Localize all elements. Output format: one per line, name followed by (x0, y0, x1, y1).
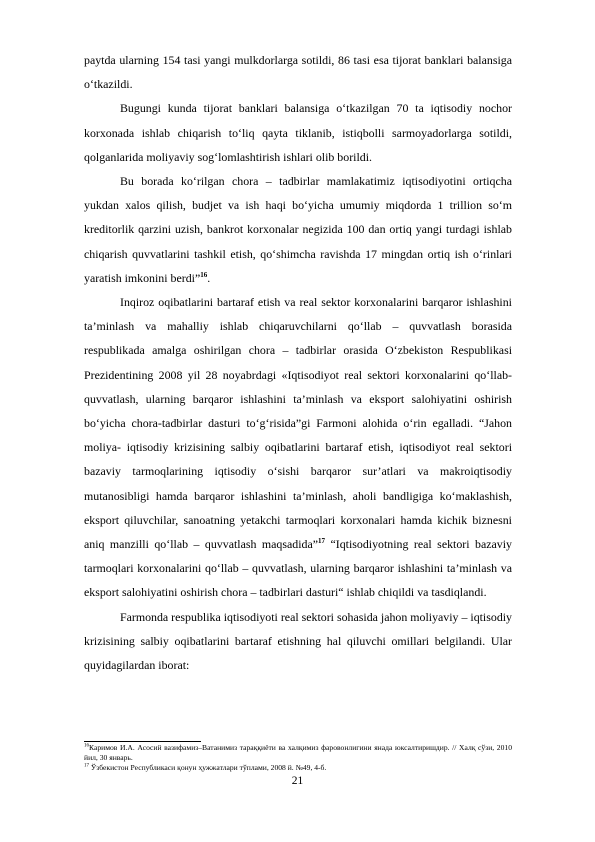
footnote-17-number: 17 (84, 763, 89, 769)
footnote-ref-16: 16 (200, 270, 208, 279)
paragraph-2 (84, 96, 512, 169)
footnote-17 (84, 763, 512, 773)
footnote-ref-17: 17 (318, 537, 326, 546)
paragraph-5 (84, 605, 512, 678)
paragraph-3-text: Bu borada ko‘rilgan chora – tadbirlar mamlakatimiz iqtisodiyotini ortiqcha yukdan xalos qilish, budjet va ish haqi bo‘yicha umumiy miqdorda 1 trillion so‘m kreditorlik qarzini uzish, bankrot korxonalar negizida 100 dan ortiq yangi turdagi ishlab chiqarish quvvatlarini tashkil etish, qo‘shimcha ravishda 17 mingdan ortiq ish o‘rinlari yaratish imkonini berdi” (84, 174, 512, 285)
footnote-16-text: Каримов И.А. Асосий вазифамиз–Ватанимиз тараққиёти ва халқимиз фаровонлигини янада юксалтиришдир. // Халқ сўзи, 2010 йил, 30 январь. (84, 743, 512, 763)
footnote-separator (84, 741, 201, 742)
paragraph-3-end: . (207, 270, 211, 285)
paragraph-2-text: Bugungi kunda tijorat banklari balansiga o‘tkazilgan 70 ta iqtisodiy nochor korxonada ishlab chiqarish to‘liq qayta tiklanib, istiqbolli sarmoyadorlarga sotildi, qolganlarida moliyaviy sog‘lomlashtirish ishlari olib borildi. (84, 101, 512, 164)
paragraph-5-text: Farmonda respublika iqtisodiyoti real sektori sohasida jahon moliyaviy – iqtisodiy krizisining salbiy oqibatlarini bartaraf etishning hal qiluvchi omillari belgilandi. Ular quyidagilardan iborat: (84, 609, 513, 673)
page-number: 21 (291, 775, 304, 787)
paragraph-4 (84, 290, 512, 605)
footnote-17-text: Ўзбекистон Республикаси қонун ҳужжатлари тўплами, 2008 й. №49, 4-б. (89, 763, 327, 773)
paragraph-1 (84, 48, 512, 96)
document-body (84, 48, 512, 677)
paragraph-3 (84, 169, 512, 290)
footnote-16 (84, 743, 512, 763)
paragraph-4-continuation: “Iqtisodiyotning real sektori bazaviy tarmoqlari korxonalarini qo‘llab – quvvatlash, ularning barqaror ishlashini ta’minlash va eksport salohiyatini oshirish chora – tadbirlari dasturi“ ishlab chiqildi va tasdiqlandi. (84, 537, 512, 600)
paragraph-1-text: paytda ularning 154 tasi yangi mulkdorlarga sotildi, 86 tasi esa tijorat banklari balansiga o‘tkazildi. (84, 53, 512, 92)
footnote-16-number: 16 (84, 743, 89, 749)
paragraph-4-text: Inqiroz oqibatlarini bartaraf etish va real sektor korxonalarini barqaror ishlashini ta’minlash va mahalliy ishlab chiqaruvchilarni qo‘llab – quvvatlash borasida respublikada amalga oshirilgan chora – tadbirlar orasida O‘zbekiston Respublikasi Prezidentining 2008 yil 28 noyabrdagi «Iqtisodiyot real sektori korxonalarini qo‘llab-quvvatlash, ularning barqaror ishlashini ta’minlash va eksport salohiyatini oshirish bo‘yicha chora-tadbirlar dasturi to‘g‘risida”gi Farmoni alohida o‘rin egalladi. “Jahon moliya- iqtisodiy krizisining salbiy oqibatlarini bartaraf etish, iqtisodiyot real sektori bazaviy tarmoqlarining iqtisodiy o‘sishi barqaror sur’atlari va makroiqtisodiy mutanosibligi hamda barqaror ishlashini ta’minlash, aholi bandligiga ko‘maklashish, eksport qiluvchilar, sanoatning yetakchi tarmoqlari korxonalari hamda kichik biznesni aniq manzilli qo‘llab – quvvatlash maqsadida” (84, 295, 512, 552)
footnotes (84, 743, 512, 774)
